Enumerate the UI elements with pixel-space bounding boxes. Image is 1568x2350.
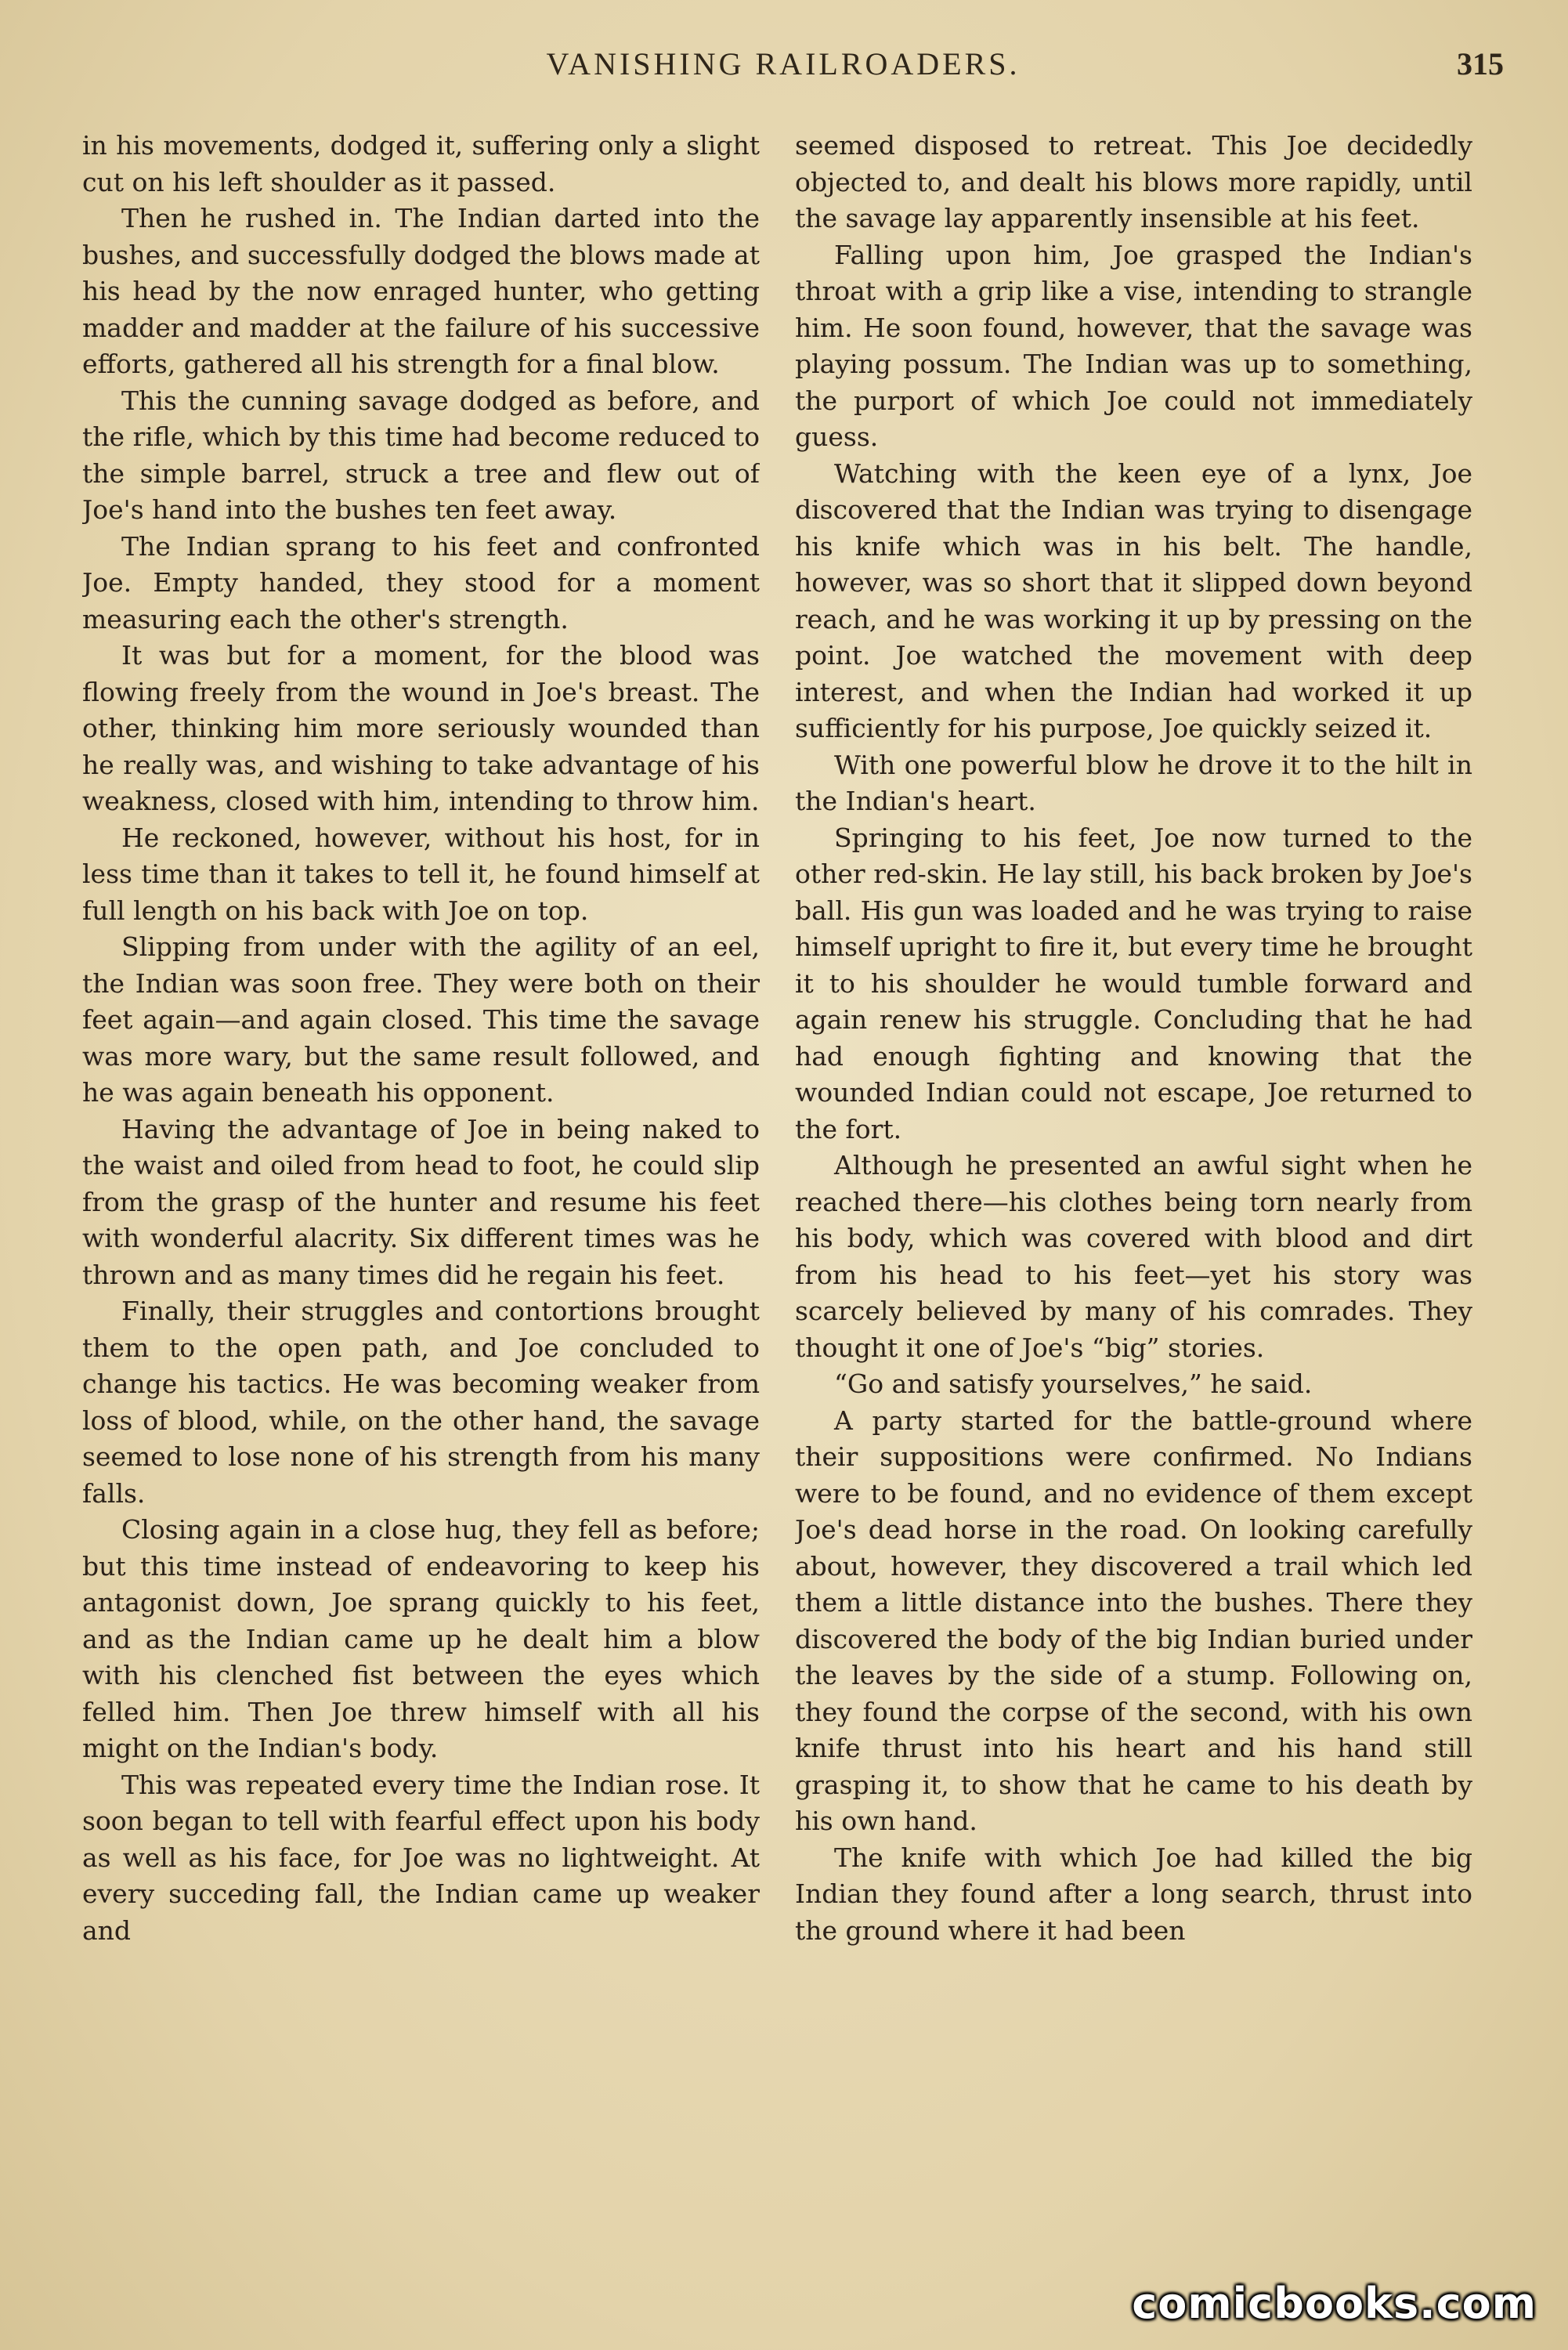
paragraph: Closing again in a close hug, they fell as before; but this time instead of endeavoring to keep his antagonist down, Joe sprang quickly to his feet, and as the Indian came up he dealt him a blow with his clenched fist between the eyes which felled him. Then Joe threw himself with all his might on the Indian's body. (82, 1514, 760, 1763)
paragraph: With one powerful blow he drove it to the hilt in the Indian's heart. (795, 749, 1472, 816)
paragraph: Having the advantage of Joe in being naked to the waist and oiled from head to foot, he could slip from the grasp of the hunter and resume his feet with wonderful alacrity. Six different times was he thrown and as many times did he regain his feet. (82, 1113, 760, 1290)
page-number: 315 (1457, 46, 1504, 81)
left-column (82, 128, 760, 2243)
paragraph: Slipping from under with the agility of an eel, the Indian was soon free. They were both on their feet again—and again closed. This time the savage was more wary, but the same result followed, and he was again beneath his opponent. (82, 931, 760, 1108)
paragraph: “Go and satisfy yourselves,” he said. (834, 1368, 1313, 1399)
paragraph: He reckoned, however, without his host, for in less time than it takes to tell it, he found himself at full length on his back with Joe on top. (82, 822, 760, 926)
watermark: comicbooks.com (1132, 2279, 1537, 2328)
paragraph: Although he presented an awful sight when he reached there—his clothes being torn nearly from his body, which was covered with blood and dirt from his head to his feet—yet his story was scarcely believed by many of his comrades. They thought it one of Joe's “big” stories. (795, 1150, 1472, 1363)
running-title: VANISHING RAILROADERS. (546, 46, 1021, 81)
paragraph: It was but for a moment, for the blood was flowing freely from the wound in Joe's breast. The other, thinking him more seriously wounded than he really was, and wishing to take advantage of his weakness, closed with him, intending to throw him. (82, 640, 760, 816)
paragraph: Falling upon him, Joe grasped the Indian's throat with a grip like a vise, intending to strangle him. He soon found, however, that the savage was playing possum. The Indian was up to something, the purport of which Joe could not immediately guess. (795, 239, 1472, 452)
paragraph: in his movements, dodged it, suffering only a slight cut on his left shoulder as it passed. (82, 130, 760, 197)
paragraph: This the cunning savage dodged as before, and the rifle, which by this time had become reduced to the simple barrel, struck a tree and flew out of Joe's hand into the bushes ten feet away. (82, 385, 760, 525)
paragraph: seemed disposed to retreat. This Joe decidedly objected to, and dealt his blows more rapidly, until the savage lay apparently insensible at his feet. (795, 130, 1472, 233)
paragraph: The knife with which Joe had killed the big Indian they found after a long search, thrust into the ground where it had been (795, 1842, 1472, 1946)
paragraph: Finally, their struggles and contortions brought them to the open path, and Joe concluded to change his tactics. He was becoming weaker from loss of blood, while, on the other hand, the savage seemed to lose none of his strength from his many falls. (82, 1296, 760, 1509)
right-column (795, 128, 1472, 2243)
page-header (78, 45, 1504, 92)
paragraph: Springing to his feet, Joe now turned to the other red-skin. He lay still, his back broken by Joe's ball. His gun was loaded and he was trying to raise himself upright to fire it, but every time he brought it to his shoulder he would tumble forward and again renew his struggle. Concluding that he had had enough fighting and knowing that the wounded Indian could not escape, Joe returned to the fort. (795, 822, 1472, 1144)
paragraph: The Indian sprang to his feet and confronted Joe. Empty handed, they stood for a moment measuring each the other's strength. (82, 530, 760, 634)
paragraph: This was repeated every time the Indian rose. It soon began to tell with fearful effect upon his body as well as his face, for Joe was no lightweight. At every succeding fall, the Indian came up weaker and (82, 1769, 760, 1946)
paragraph: Watching with the keen eye of a lynx, Joe discovered that the Indian was trying to disengage his knife which was in his belt. The handle, however, was so short that it slipped down beyond reach, and he was working it up by pressing on the point. Joe watched the movement with deep interest, and when the Indian had worked it up sufficiently for his purpose, Joe quickly seized it. (795, 457, 1472, 743)
paragraph: A party started for the battle-ground where their suppositions were confirmed. No Indians were to be found, and no evidence of them except Joe's dead horse in the road. On looking carefully about, however, they discovered a trail which led them a little distance into the bushes. There they discovered the body of the big Indian buried under the leaves by the side of a stump. Following on, they found the corpse of the second, with his own knife thrust into his heart and his hand still grasping it, to show that he came to his death by his own hand. (795, 1405, 1472, 1836)
paragraph: Then he rushed in. The Indian darted into the bushes, and successfully dodged the blows made at his head by the now enraged hunter, who getting madder and madder at the failure of his successive efforts, gathered all his strength for a final blow. (82, 203, 760, 379)
